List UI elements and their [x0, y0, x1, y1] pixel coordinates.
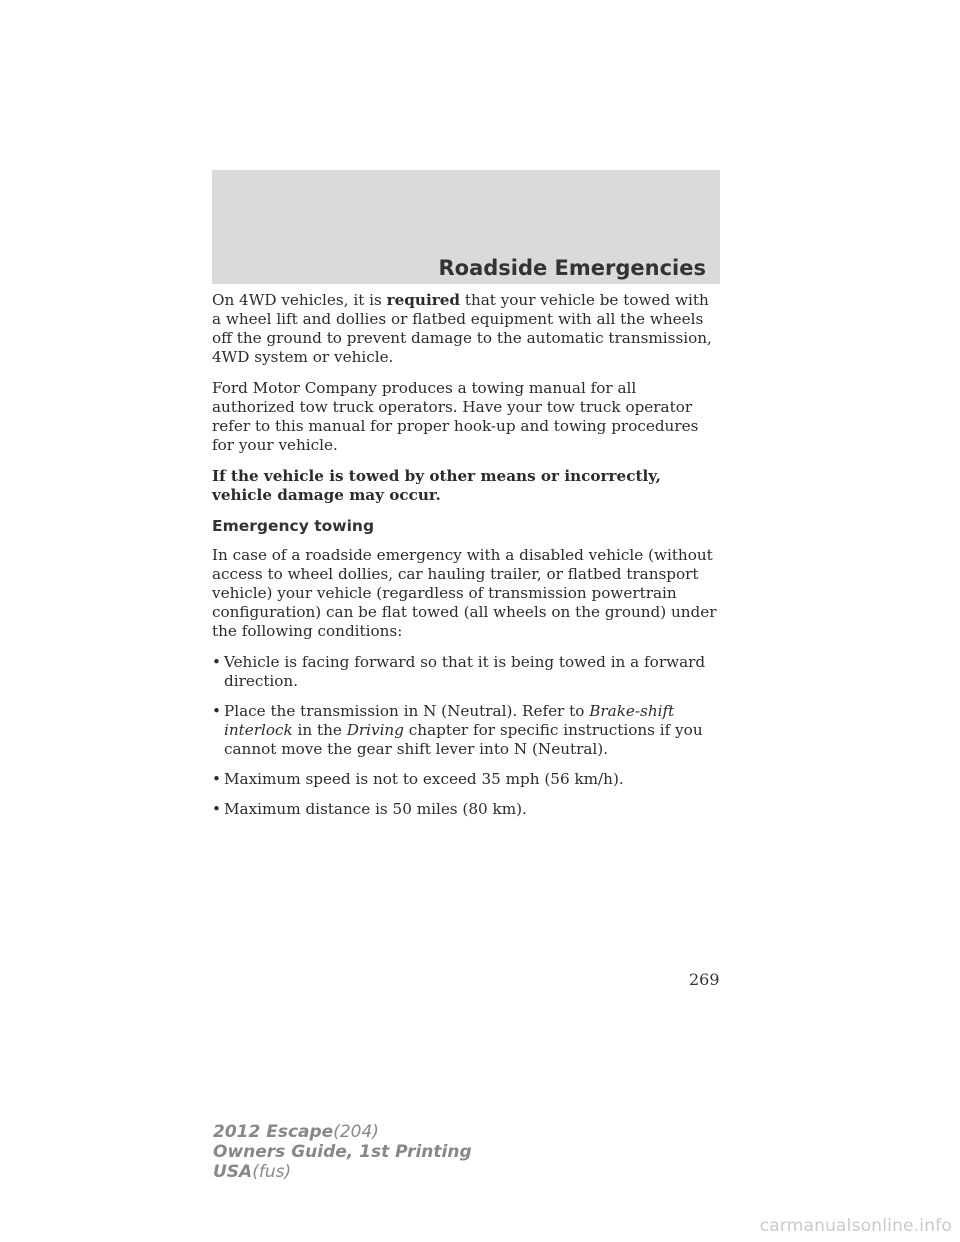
- footer-line-model: [213, 1122, 472, 1142]
- bullet-icon: •: [212, 800, 221, 818]
- section-header-band: [212, 170, 720, 284]
- condition-neutral-text-c: chapter for specific instructions if you cannot move the gear shift lever into N (Neutral).: [224, 721, 703, 758]
- condition-max-distance: Maximum distance is 50 miles (80 km).: [224, 800, 527, 818]
- paragraph-4wd-towing: [212, 291, 722, 367]
- condition-neutral-text-a: Place the transmission in N (Neutral). Refer to: [224, 702, 590, 720]
- watermark: carmanualsonline.info: [759, 1216, 952, 1236]
- footer-line-market: [213, 1162, 472, 1182]
- bullet-icon: •: [212, 702, 221, 720]
- driving-chapter-reference: Driving: [346, 721, 404, 739]
- list-item: [212, 653, 722, 691]
- section-title: Roadside Emergencies: [438, 256, 706, 280]
- p1-text-end: that your vehicle be towed with a wheel lift and dollies or flatbed equipment with all the wheels off the ground to prevent damage to the automatic transmission, 4WD system or vehicle.: [212, 291, 712, 366]
- print-footer: [213, 1122, 472, 1182]
- footer-line-edition: [213, 1142, 472, 1162]
- emergency-towing-heading: Emergency towing: [212, 517, 375, 535]
- required-emphasis: required: [386, 291, 461, 309]
- damage-warning: If the vehicle is towed by other means or incorrectly, vehicle damage may occur.: [212, 467, 661, 504]
- footer-market-code: (fus): [252, 1162, 292, 1182]
- footer-model: 2012 Escape: [213, 1122, 334, 1142]
- list-item: [212, 702, 722, 759]
- paragraph-emergency-towing: In case of a roadside emergency with a disabled vehicle (without access to wheel dollies, car hauling trailer, or flatbed transport vehicle) your vehicle (regardless of transmission powertrain configuration) can be flat towed (all wheels on the ground) under the following conditions:: [212, 546, 717, 640]
- bullet-icon: •: [212, 653, 221, 671]
- bullet-icon: •: [212, 770, 221, 788]
- condition-facing-forward: Vehicle is facing forward so that it is being towed in a forward direction.: [224, 653, 706, 690]
- condition-neutral-text-b: in the: [292, 721, 347, 739]
- towing-conditions-list: [212, 653, 722, 819]
- paragraph-towing-manual: Ford Motor Company produces a towing manual for all authorized tow truck operators. Have your tow truck operator refer to this manual for proper hook-up and towing procedures for your vehicle.: [212, 379, 699, 454]
- page-content: [212, 291, 722, 830]
- p1-text-start: On 4WD vehicles, it is: [212, 291, 387, 309]
- footer-model-code: (204): [333, 1122, 379, 1142]
- condition-max-speed: Maximum speed is not to exceed 35 mph (56 km/h).: [224, 770, 624, 788]
- footer-edition: Owners Guide, 1st Printing: [213, 1142, 472, 1162]
- footer-market: USA: [213, 1162, 253, 1182]
- brake-shift-interlock-reference: Brake-shift interlock: [224, 702, 675, 739]
- page-number: 269: [689, 970, 720, 989]
- list-item: [212, 770, 722, 789]
- list-item: [212, 800, 722, 819]
